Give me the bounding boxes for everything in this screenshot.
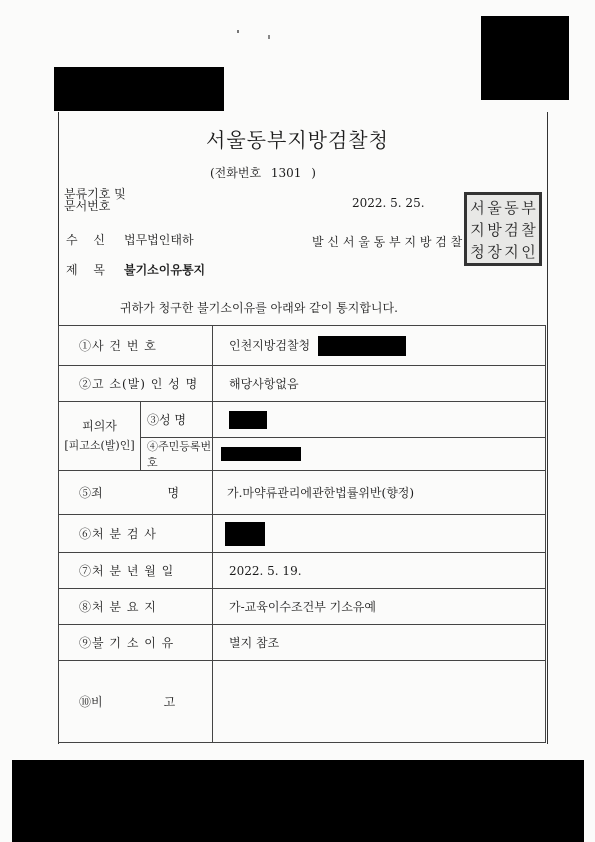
redaction-top-right	[481, 16, 569, 100]
doc-code-label-1: 분류기호 및	[64, 187, 126, 201]
seal-glyph: 서	[470, 199, 485, 217]
crime-value: 가.마약류관리에관한법률위반(향정)	[213, 471, 546, 515]
table-row	[59, 515, 546, 553]
redaction-case-no	[318, 336, 406, 356]
seal-glyph: 검	[504, 221, 519, 239]
suspect-group-label	[59, 402, 141, 471]
table-row	[59, 402, 546, 438]
table-row	[59, 326, 546, 366]
seal-glyph: 울	[487, 199, 502, 217]
name-cell	[213, 402, 546, 438]
table-row	[59, 589, 546, 625]
redaction-prosecutor	[225, 522, 265, 546]
redaction-top-left	[54, 67, 224, 111]
subject-value: 불기소이유통지	[124, 263, 206, 277]
doc-code-label-2: 문서번호	[64, 199, 111, 213]
seal-glyph: 장	[487, 243, 502, 261]
case-no-label: ①사 건 번 호	[59, 326, 213, 366]
table-row	[59, 625, 546, 661]
intro-text: 귀하가 청구한 불기소이유를 아래와 같이 통지합니다.	[120, 301, 398, 315]
redaction-bottom	[12, 760, 584, 842]
table-row	[59, 366, 546, 402]
disp-date-label: ⑦처 분 년 월 일	[59, 553, 213, 589]
seal-glyph: 동	[504, 199, 519, 217]
table-row	[59, 553, 546, 589]
redaction-name	[229, 411, 267, 429]
prosecutor-cell	[213, 515, 546, 553]
crime-label: ⑤죄 명	[59, 471, 213, 515]
id-cell	[213, 438, 546, 471]
reason-label: ⑨불 기 소 이 유	[59, 625, 213, 661]
recipient-value: 법무법인태하	[124, 233, 194, 247]
seal-glyph: 인	[521, 243, 536, 261]
scan-speck	[237, 30, 239, 33]
page-title: 서울동부지방검찰청	[206, 128, 389, 152]
complainant-label: ②고 소(발) 인 성 명	[59, 366, 213, 402]
recipient-label: 수 신	[66, 233, 111, 247]
seal-glyph: 청	[470, 243, 485, 261]
doc-date: 2022. 5. 25.	[352, 196, 425, 210]
id-label: ④주민등록번호	[141, 438, 213, 471]
notice-table	[58, 325, 546, 743]
table-row	[59, 661, 546, 743]
suspect-group-line2: [피고소(발)인]	[64, 439, 135, 452]
seal-glyph: 부	[521, 199, 536, 217]
disp-summary-label: ⑧처 분 요 지	[59, 589, 213, 625]
complainant-value: 해당사항없음	[213, 366, 546, 402]
seal-glyph: 찰	[521, 221, 536, 239]
disp-date-value: 2022. 5. 19.	[213, 553, 546, 589]
sender-value: 발 신 서 울 동 부 지 방 검 찰	[312, 235, 463, 249]
name-label: ③성 명	[141, 402, 213, 438]
official-seal	[464, 192, 542, 266]
case-no-value: 인천지방검찰청	[229, 338, 311, 352]
subject-label: 제 목	[66, 263, 111, 277]
seal-glyph: 방	[487, 221, 502, 239]
seal-glyph: 지	[504, 243, 519, 261]
remarks-label: ⑩비 고	[59, 661, 213, 743]
prosecutor-label: ⑥처 분 검 사	[59, 515, 213, 553]
phone-number: (전화번호 1301 )	[210, 166, 316, 180]
disp-summary-value: 가-교육이수조건부 기소유예	[213, 589, 546, 625]
remarks-value	[213, 661, 546, 743]
scan-speck	[268, 35, 270, 39]
reason-value: 별지 참조	[213, 625, 546, 661]
seal-glyph: 지	[470, 221, 485, 239]
suspect-group-line1: 피의자	[82, 419, 117, 433]
case-no-cell	[213, 326, 546, 366]
redaction-id	[221, 447, 301, 461]
table-row	[59, 471, 546, 515]
